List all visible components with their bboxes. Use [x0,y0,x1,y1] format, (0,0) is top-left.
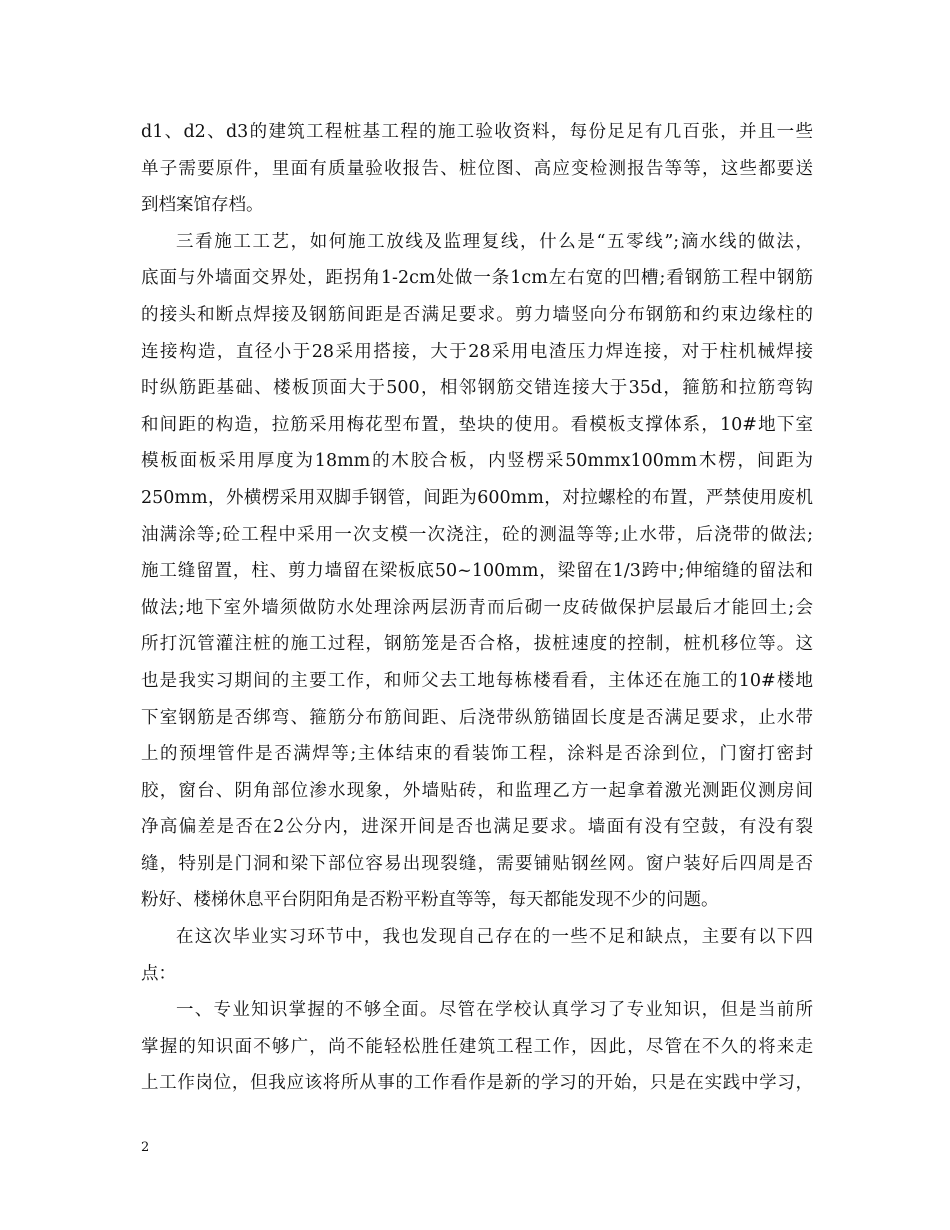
text-line: 底面与外墙面交界处，距拐角1-2cm处做一条1cm左右宽的凹槽;看钢筋工程中钢筋 [141,268,813,289]
text-line: 上的预埋管件是否满焊等;主体结束的看装饰工程，涂料是否涂到位，门窗打密封 [141,744,813,765]
text-line: 连接构造，直径小于28采用搭接，大于28采用电渣压力焊连接，对于柱机械焊接 [141,341,813,362]
text-line: 模板面板采用厚度为18mm的木胶合板，内竖楞采50mmx100mm木楞，间距为 [141,451,813,472]
text-line: 的接头和断点焊接及钢筋间距是否满足要求。剪力墙竖向分布钢筋和约束边缘柱的 [141,304,813,325]
text-line: 单子需要原件，里面有质量验收报告、桩位图、高应变检测报告等等，这些都要送 [141,158,813,179]
document-body [141,114,813,1102]
text-line: 到档案馆存档。 [141,195,264,216]
text-line: 粉好、楼梯休息平台阴阳角是否粉平粉直等等，每天都能发现不少的问题。 [141,890,719,911]
text-line: 胶，窗台、阴角部位渗水现象，外墙贴砖，和监理乙方一起拿着激光测距仪测房间 [141,780,813,801]
text-line: 时纵筋距基础、楼板顶面大于500，相邻钢筋交错连接大于35d，箍筋和拉筋弯钩 [141,378,813,399]
text-line: 掌握的知识面不够广，尚不能轻松胜任建筑工程工作，因此，尽管在不久的将来走 [141,1036,813,1057]
text-line: 下室钢筋是否绑弯、箍筋分布筋间距、后浇带纵筋锚固长度是否满足要求，止水带 [141,707,813,728]
page-number: 2 [141,1140,150,1155]
text-line: 净高偏差是否在2公分内，进深开间是否也满足要求。墙面有没有空鼓，有没有裂 [141,817,813,838]
text-line: 施工缝留置，柱、剪力墙留在梁板底50~100mm，梁留在1/3跨中;伸缩缝的留法和 [141,561,813,582]
text-line: 在这次毕业实习环节中，我也发现自己存在的一些不足和缺点，主要有以下四 [176,927,813,948]
text-line: 三看施工工艺，如何施工放线及监理复线，什么是“五零线”;滴水线的做法， [176,231,813,252]
text-line: 缝，特别是门洞和梁下部位容易出现裂缝，需要铺贴钢丝网。窗户装好后四周是否 [141,853,813,874]
text-line: 点： [141,963,176,984]
text-line: 和间距的构造，拉筋采用梅花型布置，垫块的使用。看模板支撑体系，10#地下室 [141,414,813,435]
text-line: 也是我实习期间的主要工作，和师父去工地每栋楼看看，主体还在施工的10#楼地 [141,670,813,691]
text-line: 油满涂等;砼工程中采用一次支模一次浇注，砼的测温等等;止水带，后浇带的做法; [141,524,813,545]
text-line: d1、d2、d3的建筑工程桩基工程的施工验收资料，每份足足有几百张，并且一些 [141,122,813,142]
text-line: 250mm，外横楞采用双脚手钢管，间距为600mm，对拉螺栓的布置，严禁使用废机 [141,487,813,508]
text-line: 所打沉管灌注桩的施工过程，钢筋笼是否合格，拔桩速度的控制，桩机移位等。这 [141,634,813,655]
text-line: 上工作岗位，但我应该将所从事的工作看作是新的学习的开始，只是在实践中学习， [141,1073,813,1094]
text-line: 一、专业知识掌握的不够全面。尽管在学校认真学习了专业知识，但是当前所 [176,1000,813,1021]
text-line: 做法;地下室外墙须做防水处理涂两层沥青而后砌一皮砖做保护层最后才能回土;会 [141,597,813,618]
